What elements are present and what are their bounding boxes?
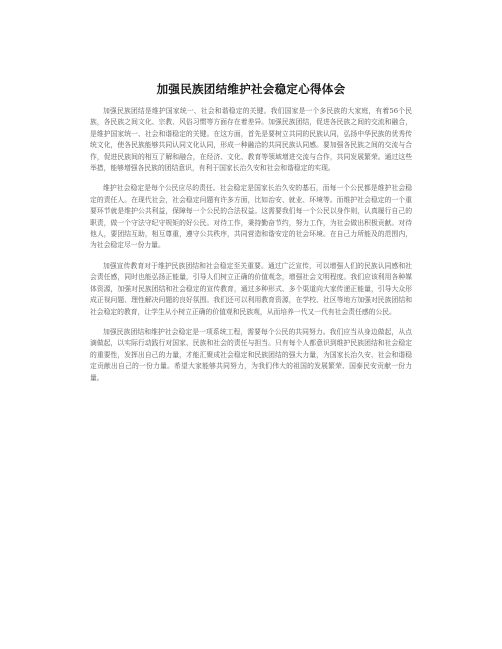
paragraph-4: 加强民族团结和维护社会稳定是一项系统工程，需要每个公民的共同努力。我们应当从身边做起，从点滴做起，以实际行动践行对国家、民族和社会的责任与担当。只有每个人都意识到维护民族团结和社会稳定的重要性，发挥出自己的力量，才能汇聚成社会稳定和民族团结的强大力量，为国家长治久安、社会和谐稳定贡献出自己的一份力量。希望大家能够共同努力，为我们伟大的祖国的发展繁荣、国泰民安贡献一份力量。 bbox=[90, 327, 412, 382]
document-body bbox=[90, 106, 412, 393]
paragraph-3: 加强宣传教育对于维护民族团结和社会稳定至关重要。通过广泛宣传，可以增强人们的民族认同感和社会责任感，同时也能弘扬正能量，引导人们树立正确的价值观念，增强社会文明程度。我们应该利用各种媒体资源，加强对民族团结和社会稳定的宣传教育，通过多种形式、多个渠道向大家传递正能量，引导大众形成正视问题、理性解决问题的良好氛围。我们还可以利用教育资源，在学校、社区等地方加强对民族团结和社会稳定的教育，让学生从小树立正确的价值观和民族观，从而培养一代又一代有社会责任感的公民。 bbox=[90, 261, 412, 316]
paragraph-1: 加强民族团结是维护国家统一、社会和谐稳定的关键。我们国家是一个多民族的大家庭，有着56个民族，各民族之间文化、宗教、风俗习惯等方面存在着差异。加强民族团结，促进各民族之间的交流和融合，是维护国家统一、社会和谐稳定的关键。在这方面，首先是要树立共同的民族认同，弘扬中华民族的优秀传统文化，使各民族能够共同认同文化认同，形成一种融洽的共同民族认同感。要加强各民族之间的交流与合作，促进民族间的相互了解和融合，在经济、文化、教育等领域增进交流与合作，共同发展繁荣。通过这些举措，能够增强各民族的团结意识，有利于国家长治久安和社会和谐稳定的实现。 bbox=[90, 107, 412, 173]
paragraph-2: 维护社会稳定是每个公民应尽的责任。社会稳定是国家长治久安的基石，而每一个公民都是维护社会稳定的责任人。在现代社会，社会稳定问题有许多方面，比如治安、就业、环境等。而维护社会稳定的一个重要环节就是维护公共利益，保障每一个公民的合法权益。这需要我们每一个公民以身作则，认真履行自己的职责，做一个守法守纪守规矩的好公民。对待工作，秉持勤奋节约，努力工作，为社会做出积极贡献。对待他人，要团结互助，相互尊重，遵守公共秩序，共同营造和谐安定的社会环境。在自己力所能及的范围内，为社会稳定尽一份力量。 bbox=[90, 184, 412, 250]
document-title: 加强民族团结维护社会稳定心得体会 bbox=[156, 82, 346, 96]
